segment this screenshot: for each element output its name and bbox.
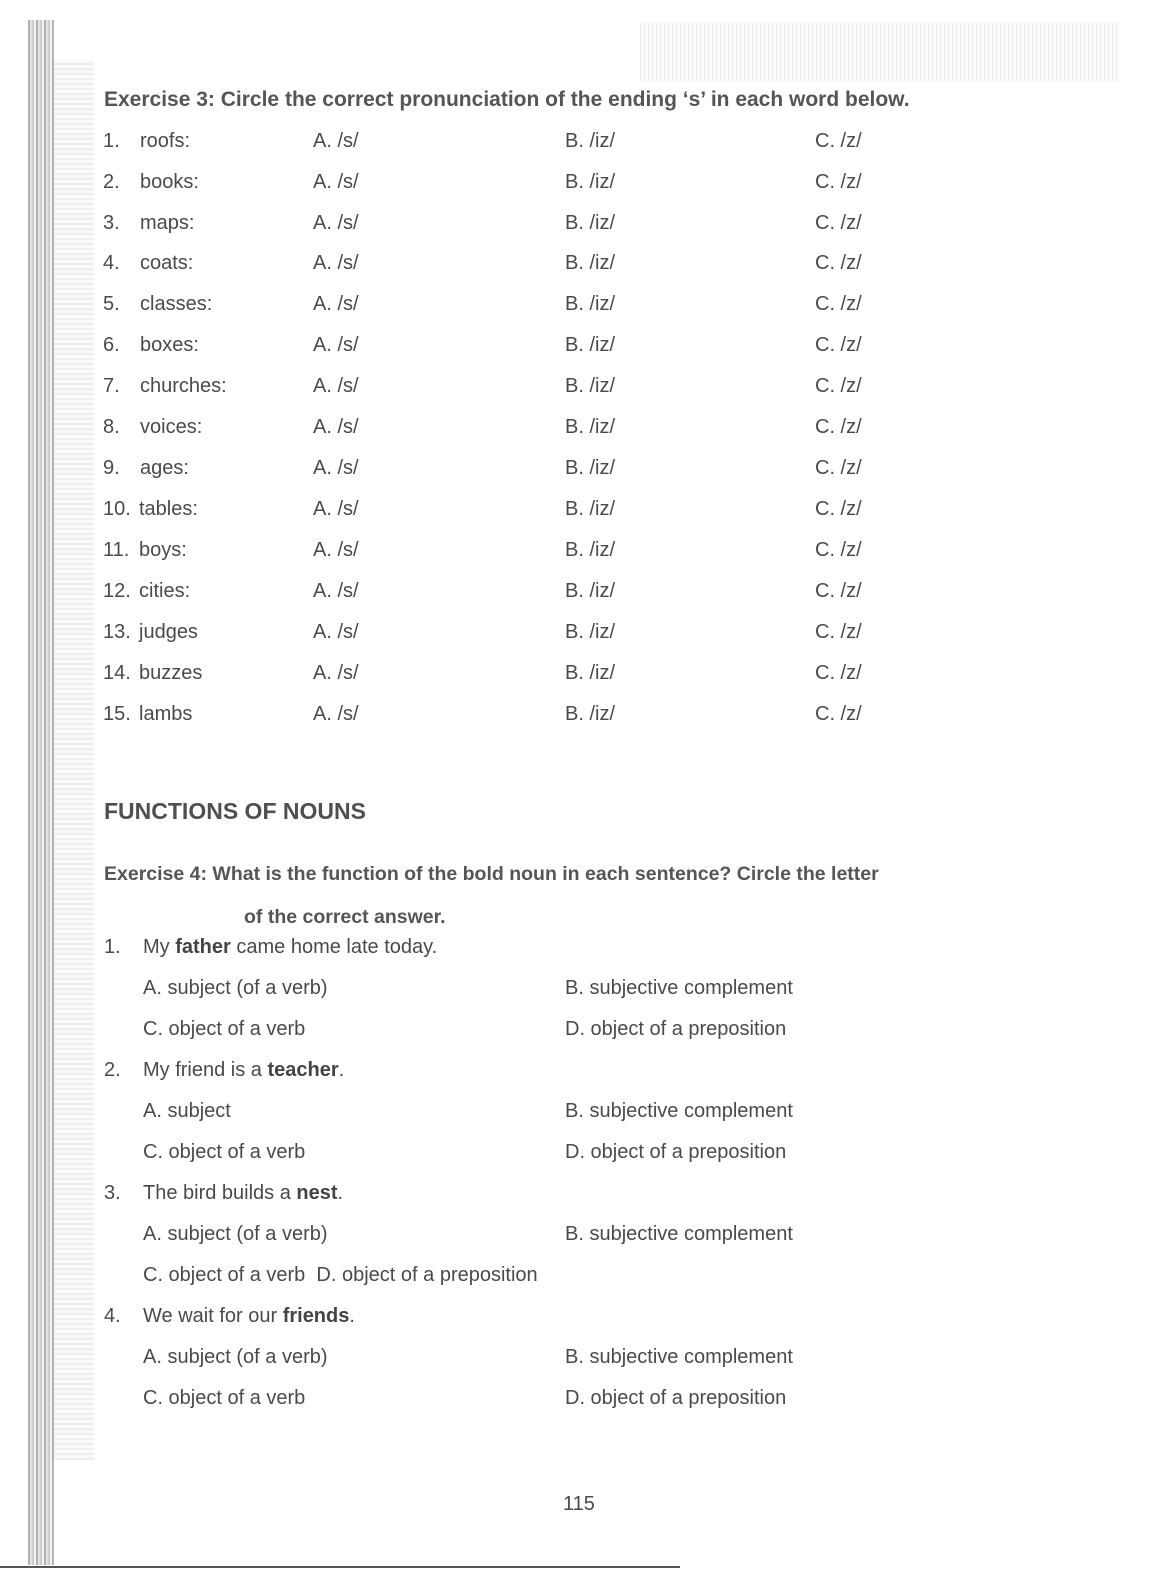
option-b: B. /iz/ <box>565 662 616 684</box>
question-number: 1. <box>104 936 121 958</box>
option-a: A. /s/ <box>313 212 359 234</box>
item-number: 14. <box>103 662 131 684</box>
option-c: C. /z/ <box>815 293 862 315</box>
question-text <box>143 1182 343 1205</box>
option-a: A. /s/ <box>313 293 359 315</box>
item-number: 12. <box>103 580 131 602</box>
option-c: C. /z/ <box>815 212 862 234</box>
answer-option-c: C. object of a verb <box>143 1387 306 1409</box>
answer-option-a: A. subject (of a verb) <box>143 1223 328 1245</box>
item-number: 11. <box>103 539 130 561</box>
exercise-4-heading <box>104 853 879 939</box>
option-a: A. /s/ <box>313 580 359 602</box>
option-c: C. /z/ <box>815 334 862 356</box>
question-text <box>143 1059 344 1082</box>
option-b: B. /iz/ <box>565 130 616 152</box>
answer-options-c-d: C. object of a verb D. object of a preposition <box>143 1264 538 1286</box>
exercise-3-row <box>0 375 1153 415</box>
exercise-3-row <box>0 457 1153 497</box>
option-a: A. /s/ <box>313 252 359 274</box>
item-word: coats: <box>140 252 194 274</box>
section-title: FUNCTIONS OF NOUNS <box>104 798 366 824</box>
exercise-3-row <box>0 252 1153 292</box>
item-word: churches: <box>140 375 227 397</box>
option-b: B. /iz/ <box>565 375 616 397</box>
option-a: A. /s/ <box>313 457 359 479</box>
option-c: C. /z/ <box>815 375 862 397</box>
question-text-after: . <box>337 1182 344 1204</box>
question-text-before: My <box>143 936 176 958</box>
bold-noun: nest <box>296 1182 338 1204</box>
question-text-before: My friend is a <box>143 1059 268 1081</box>
question-number: 2. <box>104 1059 121 1081</box>
item-word: buzzes <box>139 662 203 684</box>
question-text-before: We wait for our <box>143 1305 283 1327</box>
scan-edge-line <box>0 1566 680 1568</box>
item-number: 8. <box>103 416 120 438</box>
item-number: 1. <box>103 130 120 152</box>
item-word: cities: <box>139 580 191 602</box>
option-b: B. /iz/ <box>565 703 616 725</box>
item-word: boys: <box>139 539 187 561</box>
exercise-3-row <box>0 703 1153 743</box>
item-word: judges <box>139 621 198 643</box>
option-a: A. /s/ <box>313 539 359 561</box>
option-c: C. /z/ <box>815 662 862 684</box>
question-text <box>143 936 437 959</box>
option-c: C. /z/ <box>815 457 862 479</box>
bold-noun: father <box>175 936 231 958</box>
answer-option-c: C. object of a verb <box>143 1018 306 1040</box>
page-number: 115 <box>563 1493 595 1515</box>
bold-noun: teacher <box>267 1059 339 1081</box>
question-text-after: . <box>349 1305 355 1327</box>
item-word: boxes: <box>140 334 199 356</box>
option-c: C. /z/ <box>815 580 862 602</box>
option-c: C. /z/ <box>815 703 862 725</box>
answer-option-b: B. subjective complement <box>565 977 793 999</box>
exercise-4-heading-line-2: of the correct answer. <box>244 906 446 928</box>
answer-option-b: B. subjective complement <box>565 1100 793 1122</box>
item-number: 10. <box>103 498 131 520</box>
question-number: 3. <box>104 1182 121 1204</box>
exercise-3-row <box>0 334 1153 374</box>
option-a: A. /s/ <box>313 498 359 520</box>
option-a: A. /s/ <box>313 416 359 438</box>
exercise-3-heading: Exercise 3: Circle the correct pronunciation of the ending ‘s’ in each word below. <box>104 88 910 111</box>
answer-option-d: D. object of a preposition <box>565 1387 787 1409</box>
option-a: A. /s/ <box>313 334 359 356</box>
option-b: B. /iz/ <box>565 293 616 315</box>
option-c: C. /z/ <box>815 621 862 643</box>
scan-noise <box>640 22 1120 82</box>
option-c: C. /z/ <box>815 498 862 520</box>
item-word: ages: <box>140 457 189 479</box>
option-a: A. /s/ <box>313 375 359 397</box>
question-text-after: . <box>338 1059 345 1081</box>
answer-option-a: A. subject (of a verb) <box>143 977 328 999</box>
question-text <box>143 1305 355 1328</box>
option-b: B. /iz/ <box>565 212 616 234</box>
option-b: B. /iz/ <box>565 621 616 643</box>
option-a: A. /s/ <box>313 621 359 643</box>
item-number: 15. <box>103 703 131 725</box>
exercise-3-row <box>0 416 1153 456</box>
option-b: B. /iz/ <box>565 457 616 479</box>
answer-option-b: B. subjective complement <box>565 1346 793 1368</box>
exercise-3-row <box>0 580 1153 620</box>
option-b: B. /iz/ <box>565 334 616 356</box>
option-b: B. /iz/ <box>565 416 616 438</box>
item-number: 2. <box>103 171 120 193</box>
option-b: B. /iz/ <box>565 171 616 193</box>
option-a: A. /s/ <box>313 703 359 725</box>
answer-option-a: A. subject <box>143 1100 231 1122</box>
option-b: B. /iz/ <box>565 539 616 561</box>
answer-option-d: D. object of a preposition <box>565 1018 787 1040</box>
item-number: 13. <box>103 621 131 643</box>
option-c: C. /z/ <box>815 539 862 561</box>
item-number: 5. <box>103 293 120 315</box>
exercise-3-row <box>0 662 1153 702</box>
option-c: C. /z/ <box>815 252 862 274</box>
item-number: 3. <box>103 212 120 234</box>
option-b: B. /iz/ <box>565 580 616 602</box>
answer-option-c: C. object of a verb <box>143 1141 306 1163</box>
item-word: classes: <box>140 293 213 315</box>
option-c: C. /z/ <box>815 130 862 152</box>
option-a: A. /s/ <box>313 662 359 684</box>
option-b: B. /iz/ <box>565 252 616 274</box>
item-word: tables: <box>139 498 198 520</box>
answer-option-a: A. subject (of a verb) <box>143 1346 328 1368</box>
item-word: lambs <box>139 703 193 725</box>
question-text-before: The bird builds a <box>143 1182 297 1204</box>
exercise-3-row <box>0 498 1153 538</box>
item-word: books: <box>140 171 199 193</box>
item-number: 4. <box>103 252 120 274</box>
exercise-3-row <box>0 539 1153 579</box>
bold-noun: friends <box>282 1305 350 1327</box>
exercise-3-row <box>0 171 1153 211</box>
exercise-3-row <box>0 212 1153 252</box>
question-text-after: came home late today. <box>230 936 438 958</box>
option-c: C. /z/ <box>815 416 862 438</box>
item-word: voices: <box>140 416 203 438</box>
question-number: 4. <box>104 1305 121 1327</box>
answer-option-b: B. subjective complement <box>565 1223 793 1245</box>
item-number: 7. <box>103 375 120 397</box>
item-word: roofs: <box>140 130 191 152</box>
option-c: C. /z/ <box>815 171 862 193</box>
item-number: 9. <box>103 457 120 479</box>
option-a: A. /s/ <box>313 130 359 152</box>
answer-option-d: D. object of a preposition <box>565 1141 787 1163</box>
exercise-4-heading-line-1: Exercise 4: What is the function of the bold noun in each sentence? Circle the letter <box>104 863 879 885</box>
item-word: maps: <box>140 212 195 234</box>
option-a: A. /s/ <box>313 171 359 193</box>
option-b: B. /iz/ <box>565 498 616 520</box>
exercise-3-row <box>0 130 1153 170</box>
item-number: 6. <box>103 334 120 356</box>
exercise-3-row <box>0 293 1153 333</box>
exercise-3-row <box>0 621 1153 661</box>
